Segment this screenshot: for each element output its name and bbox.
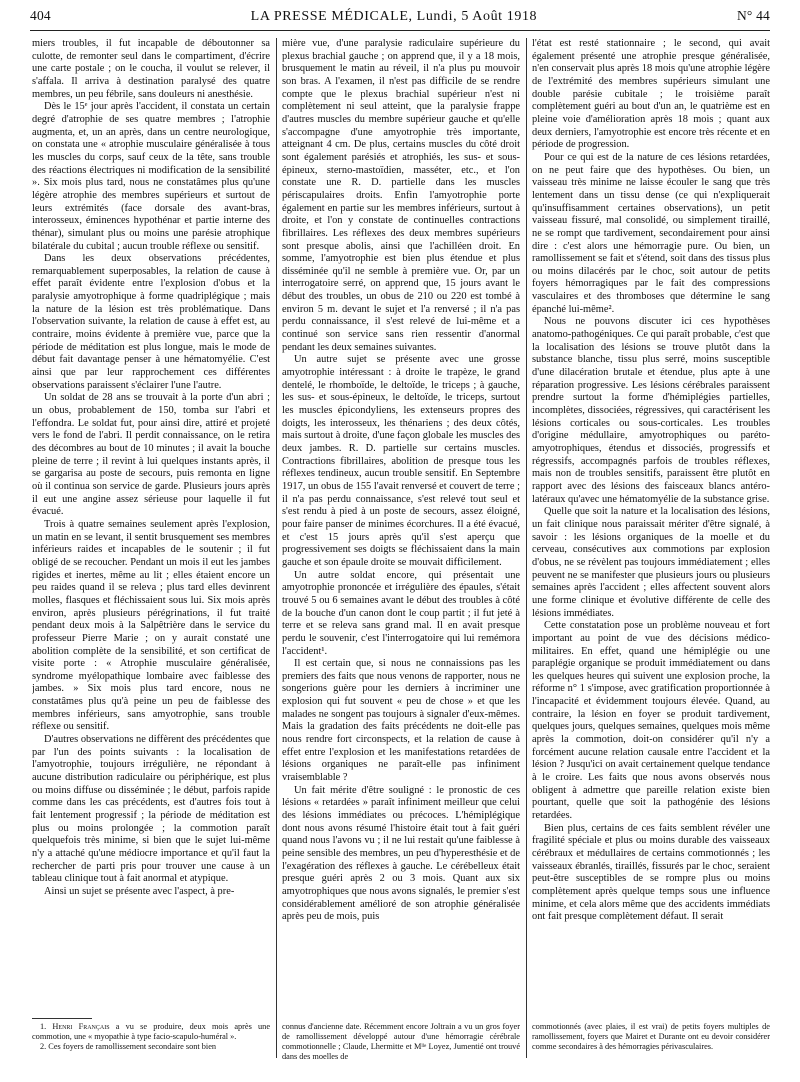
paragraph: Nous ne pouvons discuter ici ces hypothèses anatomo-pathogéniques. Ce qui paraît probable, c'est que la localisation des lésions se trouve plutôt dans la substance blanche, tissu plus serré, moins susceptible d'une dilacération brutale et étendue, plus apte à une réparation progressive. Les lésions cérébrales paraissent prendre surtout la forme d'hémiplégies partielles, incomplètes, dissociées, régressives, qui caractérisent les lésions corticales ou sous-corticales. Les troubles d'origine médullaire, amyotrophiques ou paréto-amyotrophiques, étendus et dissociés, progressifs et régressifs, accompagnés parfois de troubles réflexes, mais non de troubles sensitifs, paraissent être plutôt en rapport avec des lésions des faisceaux blancs antéro-latéraux qu'avec une hématomyélie de la substance grise. xyxy=(532,316,770,505)
footnote-continuation: connus d'ancienne date. Récemment encore Joltrain a vu un gros foyer de ramollissement développé autour d'une hémorragie cérébrale commotionnelle ; Claude, Lhermitte et Mˡˡᵉ Loyez, Jumentié ont trouvé dans des moelles de xyxy=(282,1022,520,1062)
footnote-continuation: commotionnés (avec plaies, il est vrai) de petits foyers multiples de ramollissement, foyers que Mairet et Durante ont eu devoir considérer comme secondaires à des hémorragies périvasculaires. xyxy=(532,1022,770,1052)
footnotes-column-2 xyxy=(282,1022,520,1062)
paragraph: Ainsi un sujet se présente avec l'aspect, à pre- xyxy=(44,885,235,897)
journal-title: LA PRESSE MÉDICALE, Lundi, 5 Août 1918 xyxy=(250,9,538,24)
footnote-text: a vu se produire, deux mois après une commotion, une « myopathie à type facio-scapulo-huméral ». xyxy=(32,1022,270,1042)
paragraph: mière vue, d'une paralysie radiculaire supérieure du plexus brachial gauche ; on apprend que, il y a 18 mois, brusquement le matin au réveil, il n'a plus pu mouvoir son bras. A l'examen, il n'est pas difficile de se rendre compte que le plexus brachial supérieur n'est ni complètement ni seul atteint, que la paralysie frappe d'autres muscles du membre supérieur gauche et qu'elle s'accompagne d'une amyotrophie très importante, atteignant 4 cm. De plus, certains muscles du côté droit sont également parésiés et atrophiés, les sus- et sous-épineux, sterno-mastoïdien, masséter, etc., et l'on constate une R. D. partielle dans les muscles périscapulaires droits. Enfin l'amyotrophie porte également en partie sur les membres inférieurs, surtout à droite, et l'on y constate de continuelles contractions fibrillaires. Les réflexes des deux membres supérieurs sont presque abolis, ainsi que l'achilléen droit. En somme, l'amyotrophie est bien plus étendue et plus disséminée qu'il ne semble à première vue. Or, par un interrogatoire serré, on apprend que, 15 jours avant le début des troubles, un obus de 210 ou 220 est tombé à environ 5 m. devant le sujet et l'a renversé ; il n'a pas perdu connaissance, il s'est relevé de lui-même et a continué son service sans rien ressentir d'anormal pendant les deux semaines suivantes. xyxy=(282,38,520,353)
column-2 xyxy=(282,38,520,1008)
paragraph: Pour ce qui est de la nature de ces lésions retardées, on ne peut faire que des hypothèses. Ou bien, un vaisseau très minime ne laisse écouler le sang que très lentement dans un tissu dense (ce qui n'expliquerait qu'insuffisamment certaines observations), un petit vaisseau fissuré, mal consolidé, ou simplement tiraillé, ne se rompt que tardivement, secondairement pour ainsi dire : c'est alors une hémorragie pure. Ou bien, un ramollissement se fait et s'étend, soit dans des tissus plus ou moins dilacérés par le choc, soit autour de petits foyers hémorragiques par le fait des compressions vasculaires et des thromboses que détermine le sang épanché lui-même². xyxy=(532,151,770,315)
paragraph: Dès le 15ᵉ jour après l'accident, il constata un certain degré d'atrophie de ses quatre membres ; l'atrophie augmenta, et, un an après, dans un centre neurologique, on constata une « atrophie musculaire généralisée à tous les muscles du corps, sauf ceux de la tête, sans trouble des réactions électriques ni modification de la sensibilité ». Six mois plus tard, nous ne constatâmes plus qu'une légère atrophie des membres supérieurs et surtout de leurs extrémités (face dorsale des avant-bras, interosseux, éminences hypothénar et partie interne des thénar), simulant plus ou moins une parésie atrophique bilatérale du cubital ; aucun trouble réflexe ou sensitif. xyxy=(32,101,270,252)
paragraph: D'autres observations ne diffèrent des précédentes que par l'un des points suivants : la localisation de l'amyotrophie, toujours irrégulière, ne répondant à aucune distribution radiculaire ou périphérique, est plus ou moins diffuse ou disséminée ; le début, parfois rapide comme dans les cas précédents, est d'autres fois tout à fait lentement progressif ; la période de méditation est plus ou moins prolongée ; la commotion paraît quelquefois très minime, si bien que le sujet lui-même n'y a attaché qu'une médiocre importance et qu'il faut la rechercher de parti pris pour trouver une cause à un tableau clinique tout à fait anormal et atypique. xyxy=(32,734,270,885)
paragraph: Quelle que soit la nature et la localisation des lésions, un fait clinique nous paraissait mériter d'être signalé, à savoir : les lésions organiques de la moelle et du cerveau, consécutives aux commotions par explosion d'obus, ne se révèlent pas toujours immédiatement ; elles peuvent ne se manifester que plusieurs jours ou plusieurs semaines après l'accident ; elles affectent souvent alors une forme clinique et évolutive différente de celle des lésions immédiates. xyxy=(532,506,770,619)
footnotes-column-3 xyxy=(532,1022,770,1052)
paragraph: Dans les deux observations précédentes, remarquablement superposables, la relation de cause à effet paraît évidente entre l'explosion d'obus et la paralysie amyotrophique à forme quadriplégique ; mais la nature de la lésion est très problématique. Dans l'observation suivante, la relation de cause à effet est, au contraire, moins évidente à première vue, parce que la période de méditation est plus longue, mais le mode de début fait davantage penser à une hématomyélie. C'est ainsi que par leur rapprochement ces différentes observations paraissent s'éclairer l'une l'autre. xyxy=(32,253,270,391)
column-divider xyxy=(526,38,527,1058)
paragraph: Il est certain que, si nous ne connaissions pas les premiers des faits que nous venons de rapporter, nous ne songerions guère pour les derniers à incriminer une explosion qui fut souvent « peu de chose » et que les malades ne songent pas toujours à signaler d'eux-mêmes. Mais la gradation des faits précédents ne doit-elle pas nous rendre fort circonspects, et la relation de cause à effet entre l'explosion et les manifestations retardées de lésions organiques ne paraît-elle pas infiniment vraisemblable ? xyxy=(282,658,520,784)
column-1 xyxy=(32,38,270,1008)
paragraph: Un soldat de 28 ans se trouvait à la porte d'un abri ; un obus, probablement de 150, tomba sur l'abri et l'effondra. Le soldat fut, pour ainsi dire, attiré et projeté vers le fond de l'abri. Il perdit connaissance, on le retira des décombres au bout de 10 minutes ; il avait la bouche pleine de terre ; il revint à lui quelques instants après, il se gargarisa au poste de secours, puis remonta en ligne où il continua son service de garde. Plusieurs jours après il eut une angine assez sérieuse pour laquelle il fut évacué. xyxy=(32,392,270,518)
paragraph: Cette constatation pose un problème nouveau et fort important au point de vue des décisions médico-militaires. En effet, quand une hémiplégie ou une paraplégie organique se produit immédiatement ou dans les quelques heures qui suivent une explosion proche, la réforme n° 1 s'impose, avec gratification proportionnée à l'incapacité et évidemment toujours élevée. Quand, au contraire, la lésion en foyer se produit tardivement, quelques jours, quelques semaines, quelques mois même après la commotion, doit-on considérer qu'il n'y a forcément aucune relation causale entre l'accident et la lésion ? Jusqu'ici on avait certainement quelque tendance à le croire. Les faits que nous avons observés nous obligent à admettre que pareille relation existe bien pourtant, quelle que soit la pathogénie des lésions retardées. xyxy=(532,620,770,822)
footnote-author: Henri Français xyxy=(52,1022,110,1031)
footnote-1: 1. Henri Français a vu se produire, deux mois après une commotion, une « myopathie à type facio-scapulo-huméral ». xyxy=(32,1022,270,1042)
paragraph: miers troubles, il fut incapable de déboutonner sa culotte, de remonter seul dans le compartiment, d'écrire une carte postale ; on le coucha, il voulut se relever, il s'affala. Il arriva à destination paralysé des quatre membres, un peu fébrile, sans douleurs ni anesthésie. xyxy=(32,38,270,100)
paragraph: Bien plus, certains de ces faits semblent révéler une fragilité spéciale et plus ou moins durable des vaisseaux cérébraux et médullaires de certains commotionnés ; les vaisseaux ébranlés, tiraillés, fissurés par le choc, seraient peut-être susceptibles de se rompre plus ou moins complètement après quelque temps sous une influence minime, et cela alors même que des accidents immédiats ont fait presque complètement défaut. Il serait xyxy=(532,822,770,923)
issue-number: N° 44 xyxy=(736,8,770,23)
footnotes-column-1 xyxy=(32,1022,270,1052)
footnote-rule xyxy=(32,1018,92,1019)
paragraph: Un fait mérite d'être souligné : le pronostic de ces lésions « retardées » paraît infiniment meilleur que celui des lésions immédiates ou précoces. L'hémiplégique dont nous avons résumé l'histoire était tout à fait guéri quand nous l'avons vu ; il ne lui restait qu'une faiblesse à peine sensible des membres, un peu d'hyperesthésie et de l'exagération des réflexes à gauche. Le cérébelleux était presque guéri après 2 ou 3 mois. Quant aux six amyotrophiques que nous avons signalés, le premier s'est considérablement amélioré de son atrophie généralisée après peu de mois, puis xyxy=(282,784,520,923)
paragraph: Un autre sujet se présente avec une grosse amyotrophie intéressant : à droite le trapèze, le grand dentelé, le rhomboïde, le deltoïde, le triceps ; à gauche, les sus- et sous-épineux, le deltoïde, le triceps, surtout les muscles épicondyliens, les extenseurs propres des doigts, les interosseux, les thénariens ; des deux côtés, mais surtout à droite, d'une façon globale les muscles des deux jambes. R. D. partielle sur certains muscles. Contractions fibrillaires, abolition de presque tous les réflexes tendineux, aucun trouble sensitif. En Septembre 1917, un obus de 155 l'avait renversé et couvert de terre ; il n'a pas perdu connaissance, s'est relevé tout seul et s'est rendu à pied à un poste de secours, assez éloigné, pour faire panser de minimes écorchures. Il a été évacué, et c'est 15 jours après qu'il s'est aperçu que progressivement ses doigts se fléchissaient dans la main gauche et son épaule droite se mouvait difficilement. xyxy=(282,354,520,568)
paragraph: Un autre soldat encore, qui présentait une amyotrophie prononcée et irrégulière des épaules, s'était trouvé 5 ou 6 semaines avant le début des troubles à côté de la bouche d'un canon dont le coup partit ; il fut jeté à terre et se releva sans grand mal. Il en avait presque perdu le souvenir, c'est l'interrogatoire qui lui remémora l'accident¹. xyxy=(282,569,520,657)
footnote-2: 2. Ces foyers de ramollissement secondaire sont bien xyxy=(40,1042,217,1052)
column-divider xyxy=(276,38,277,1058)
header-rule xyxy=(30,30,770,31)
column-3 xyxy=(532,38,770,998)
footnote-text: Ces foyers de ramollissement secondaire sont bien xyxy=(48,1042,217,1052)
page-number: 404 xyxy=(30,8,51,23)
paragraph: l'état est resté stationnaire ; le second, qui avait également présenté une atrophie presque généralisée, n'en conservait plus après 18 mois qu'une atrophie légère de l'extrémité des membres supérieurs simulant une double parésie cubitale ; le troisième paraît complètement guéri au bout d'un an, le quatrième est en pleine voie d'amélioration après 18 mois ; quant aux deux derniers, l'amyotrophie est encore très récente et en période de progression. xyxy=(532,38,770,151)
paragraph: Trois à quatre semaines seulement après l'explosion, un matin en se levant, il sentit brusquement ses membres inférieurs raides et incapables de le soutenir ; il fut obligé de se recoucher. Pendant un mois il eut les jambes rigides et inertes, même au lit ; elles étaient encore un peu raides quand il se releva ; plus tard elles devinrent molles, flasques et fléchissaient sous lui. Six mois après environ, après plusieurs pérégrinations, il fut traité pendant deux mois à la Salpêtrière dans le service du professeur Pierre Marie ; on y aurait constaté une abolition complète de la sensibilité, et son certificat de visite porte : « Atrophie musculaire généralisée, syndrome myélopathique lombaire avec faiblesse des jambes. » Six mois plus tard encore, nous ne constatâmes plus qu'à peine un peu de faiblesse des membres inférieurs, sans amyotrophie, sans trouble réflexe ou sensitif. xyxy=(32,518,270,733)
